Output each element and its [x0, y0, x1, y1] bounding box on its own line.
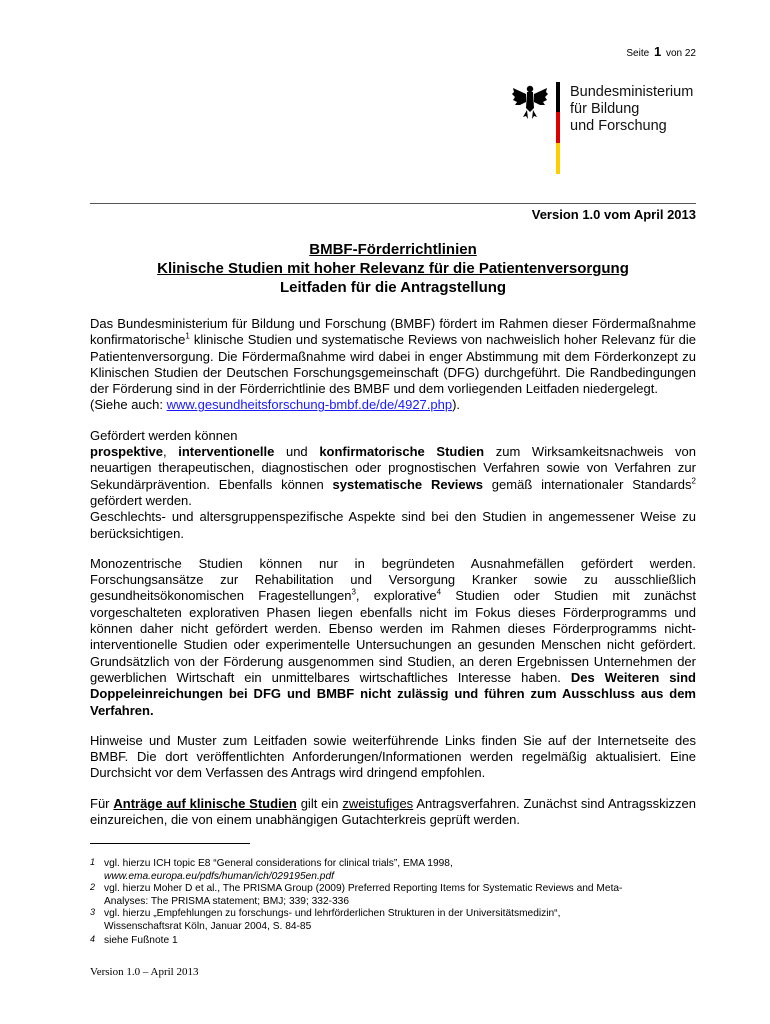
page-footer: Version 1.0 – April 2013	[90, 966, 199, 978]
p5-bold-underlined: Anträge auf klinische Studien	[113, 795, 297, 811]
footnote-4	[90, 935, 700, 948]
p3-text-c: Studien oder Studien mit zunächst vorgeschalteten explorativen Phasen liegen ebenfalls nicht im Fokus dieses Förderprogramms und können daher nicht gefördert werden. Ebenso werden im Rahmen dieses Förderprogramms nicht-interventionelle Studien oder experimentelle Untersuchungen an gesunden Menschen nicht gefördert. Grundsätzlich von der Förderung ausgenommen sind Studien, an deren Ergebnissen Unternehmen der gewerblichen Wirtschaft ein unmittelbares wirtschaftliches Interesse haben.	[90, 588, 696, 685]
ministry-line-3: und Forschung	[570, 118, 667, 134]
ministry-name	[570, 84, 693, 135]
flag-stripe-gold	[556, 143, 560, 174]
page-number	[626, 44, 696, 59]
footnote-ref-3: 3	[351, 588, 356, 598]
footnote-line: vgl. hierzu Moher D et al., The PRISMA Group (2009) Preferred Reporting Items for Systematic Reviews and Meta-	[104, 883, 623, 894]
footnote-number: 1	[90, 857, 96, 867]
footnote-number: 4	[90, 934, 96, 944]
version-label: Version 1.0 vom April 2013	[531, 207, 696, 222]
p2-text-d: Geschlechts- und altersgruppenspezifische Aspekte sind bei den Studien in angemessener Weise zu berücksichtigen.	[90, 509, 696, 541]
p2-sep-1: ,	[162, 444, 179, 460]
footnote-2	[90, 883, 700, 908]
title-line-2: Klinische Studien mit hoher Relevanz für die Patientenversorgung	[157, 260, 629, 277]
p2-text-c: gefördert werden.	[90, 492, 192, 508]
p5-underlined: zweistufiges	[342, 795, 414, 811]
paragraph-exclusions	[90, 556, 696, 719]
title-line-1: BMBF-Förderrichtlinien	[309, 241, 477, 258]
footnote-url: www.ema.europa.eu/pdfs/human/ich/029195en.pdf	[104, 870, 334, 882]
p5-text-b: gilt ein	[296, 795, 343, 811]
german-flag-bar	[556, 82, 560, 174]
footnote-divider	[90, 843, 250, 844]
p2-bold-interventionelle: interventionelle	[178, 444, 275, 460]
footnote-number: 2	[90, 882, 96, 892]
p5-text-a: Für	[90, 795, 114, 811]
document-body	[90, 316, 696, 842]
footnote-line: vgl. hierzu ICH topic E8 “General considerations for clinical trials”, EMA 1998,	[104, 858, 453, 869]
footnote-ref-2: 2	[691, 476, 696, 486]
p1-see-also: (Siehe auch:	[90, 397, 167, 413]
p1-see-also-end: ).	[452, 397, 461, 413]
paragraph-funding-scope	[90, 428, 696, 542]
paragraph-intro	[90, 316, 696, 414]
footnote-3	[90, 908, 700, 933]
p2-text-b: gemäß internationaler Standards	[482, 476, 692, 492]
header-divider	[90, 203, 696, 204]
p5-text-c: Antragsverfahren. Zunächst sind Antragsskizzen einzureichen, die von einem unabhängigen Gutachterkreis geprüft werden.	[90, 795, 696, 828]
p2-bold-reviews: systematische Reviews	[332, 476, 483, 492]
gesundheitsforschung-link[interactable]: www.gesundheitsforschung-bmbf.de/de/4927.php	[166, 397, 453, 413]
flag-stripe-black	[556, 82, 560, 112]
p3-text-b: , explorative	[355, 588, 437, 604]
p2-bold-prospektive: prospektive	[90, 444, 163, 460]
footnote-1	[90, 858, 700, 883]
title-line-3: Leitfaden für die Antragstellung	[279, 279, 507, 296]
p1-text-b: klinische Studien und systematische Reviews von nachweislich hoher Relevanz für die Patientenversorgung. Die Fördermaßnahme wird dabei in enger Abstimmung mit dem Förderkonzept zu Klinischen Studien der Deutschen Forschungsgemeinschaft (DFG) durchgeführt. Die Randbedingungen der Förderung sind in der Förderrichtlinie des BMBF und dem vorliegenden Leitfaden niedergelegt.	[90, 332, 696, 397]
document-title	[90, 240, 696, 297]
p2-bold-konfirmatorische: konfirmatorische Studien	[319, 444, 485, 460]
paragraph-procedure	[90, 796, 696, 829]
paragraph-hints: Hinweise und Muster zum Leitfaden sowie weiterführende Links finden Sie auf der Internetseite des BMBF. Die dort veröffentlichten Anforderungen/Informationen werden regelmäßig aktualisiert. Eine Durchsicht vor dem Verfassen des Antrags wird dringend empfohlen.	[90, 732, 696, 781]
footnote-number: 3	[90, 907, 96, 917]
footnote-line: siehe Fußnote 1	[104, 935, 178, 946]
page-total: 22	[684, 48, 696, 59]
footnote-line: Analyses: The PRISMA statement; BMJ; 339; 332-336	[104, 895, 350, 907]
page-current: 1	[653, 44, 662, 59]
footnote-ref-1: 1	[185, 331, 190, 341]
p1-text-a: Das Bundesministerium für Bildung und Forschung (BMBF) fördert im Rahmen dieser Fördermaßnahme konfirmatorische	[90, 316, 696, 348]
p2-text-a: zum Wirksamkeitsnachweis von neuartigen therapeutischen, diagnostischen oder prognostischen Verfahren sowie von Verfahren zur Sekundärprävention. Ebenfalls können	[90, 444, 697, 492]
page-of-label: von	[665, 48, 683, 59]
footnote-line: Wissenschaftsrat Köln, Januar 2004, S. 84-85	[104, 920, 312, 932]
flag-stripe-red	[556, 112, 560, 143]
p3-text-a: Monozentrische Studien können nur in begründeten Ausnahmefällen gefördert werden. Forschungsansätze zur Rehabilitation und Versorgung Kranker sowie zu ausschließlich gesundheitsökonomischen Fragestellungen	[90, 555, 696, 604]
federal-eagle-icon	[510, 82, 550, 122]
footnote-line: vgl. hierzu „Empfehlungen zu forschungs- und lehrförderlichen Strukturen in der Universitätsmedizin“,	[104, 908, 561, 919]
p2-sep-2: und	[274, 444, 320, 460]
p2-intro: Gefördert werden können	[90, 427, 238, 443]
ministry-line-2: für Bildung	[570, 101, 640, 117]
page-label: Seite	[626, 48, 650, 59]
ministry-line-1: Bundesministerium	[570, 84, 694, 100]
footnotes	[90, 858, 700, 948]
footnote-ref-4: 4	[436, 588, 442, 598]
p3-bold-end: Des Weiteren sind Doppeleinreichungen bei DFG und BMBF nicht zulässig und führen zum Ausschluss aus dem Verfahren.	[90, 669, 696, 718]
